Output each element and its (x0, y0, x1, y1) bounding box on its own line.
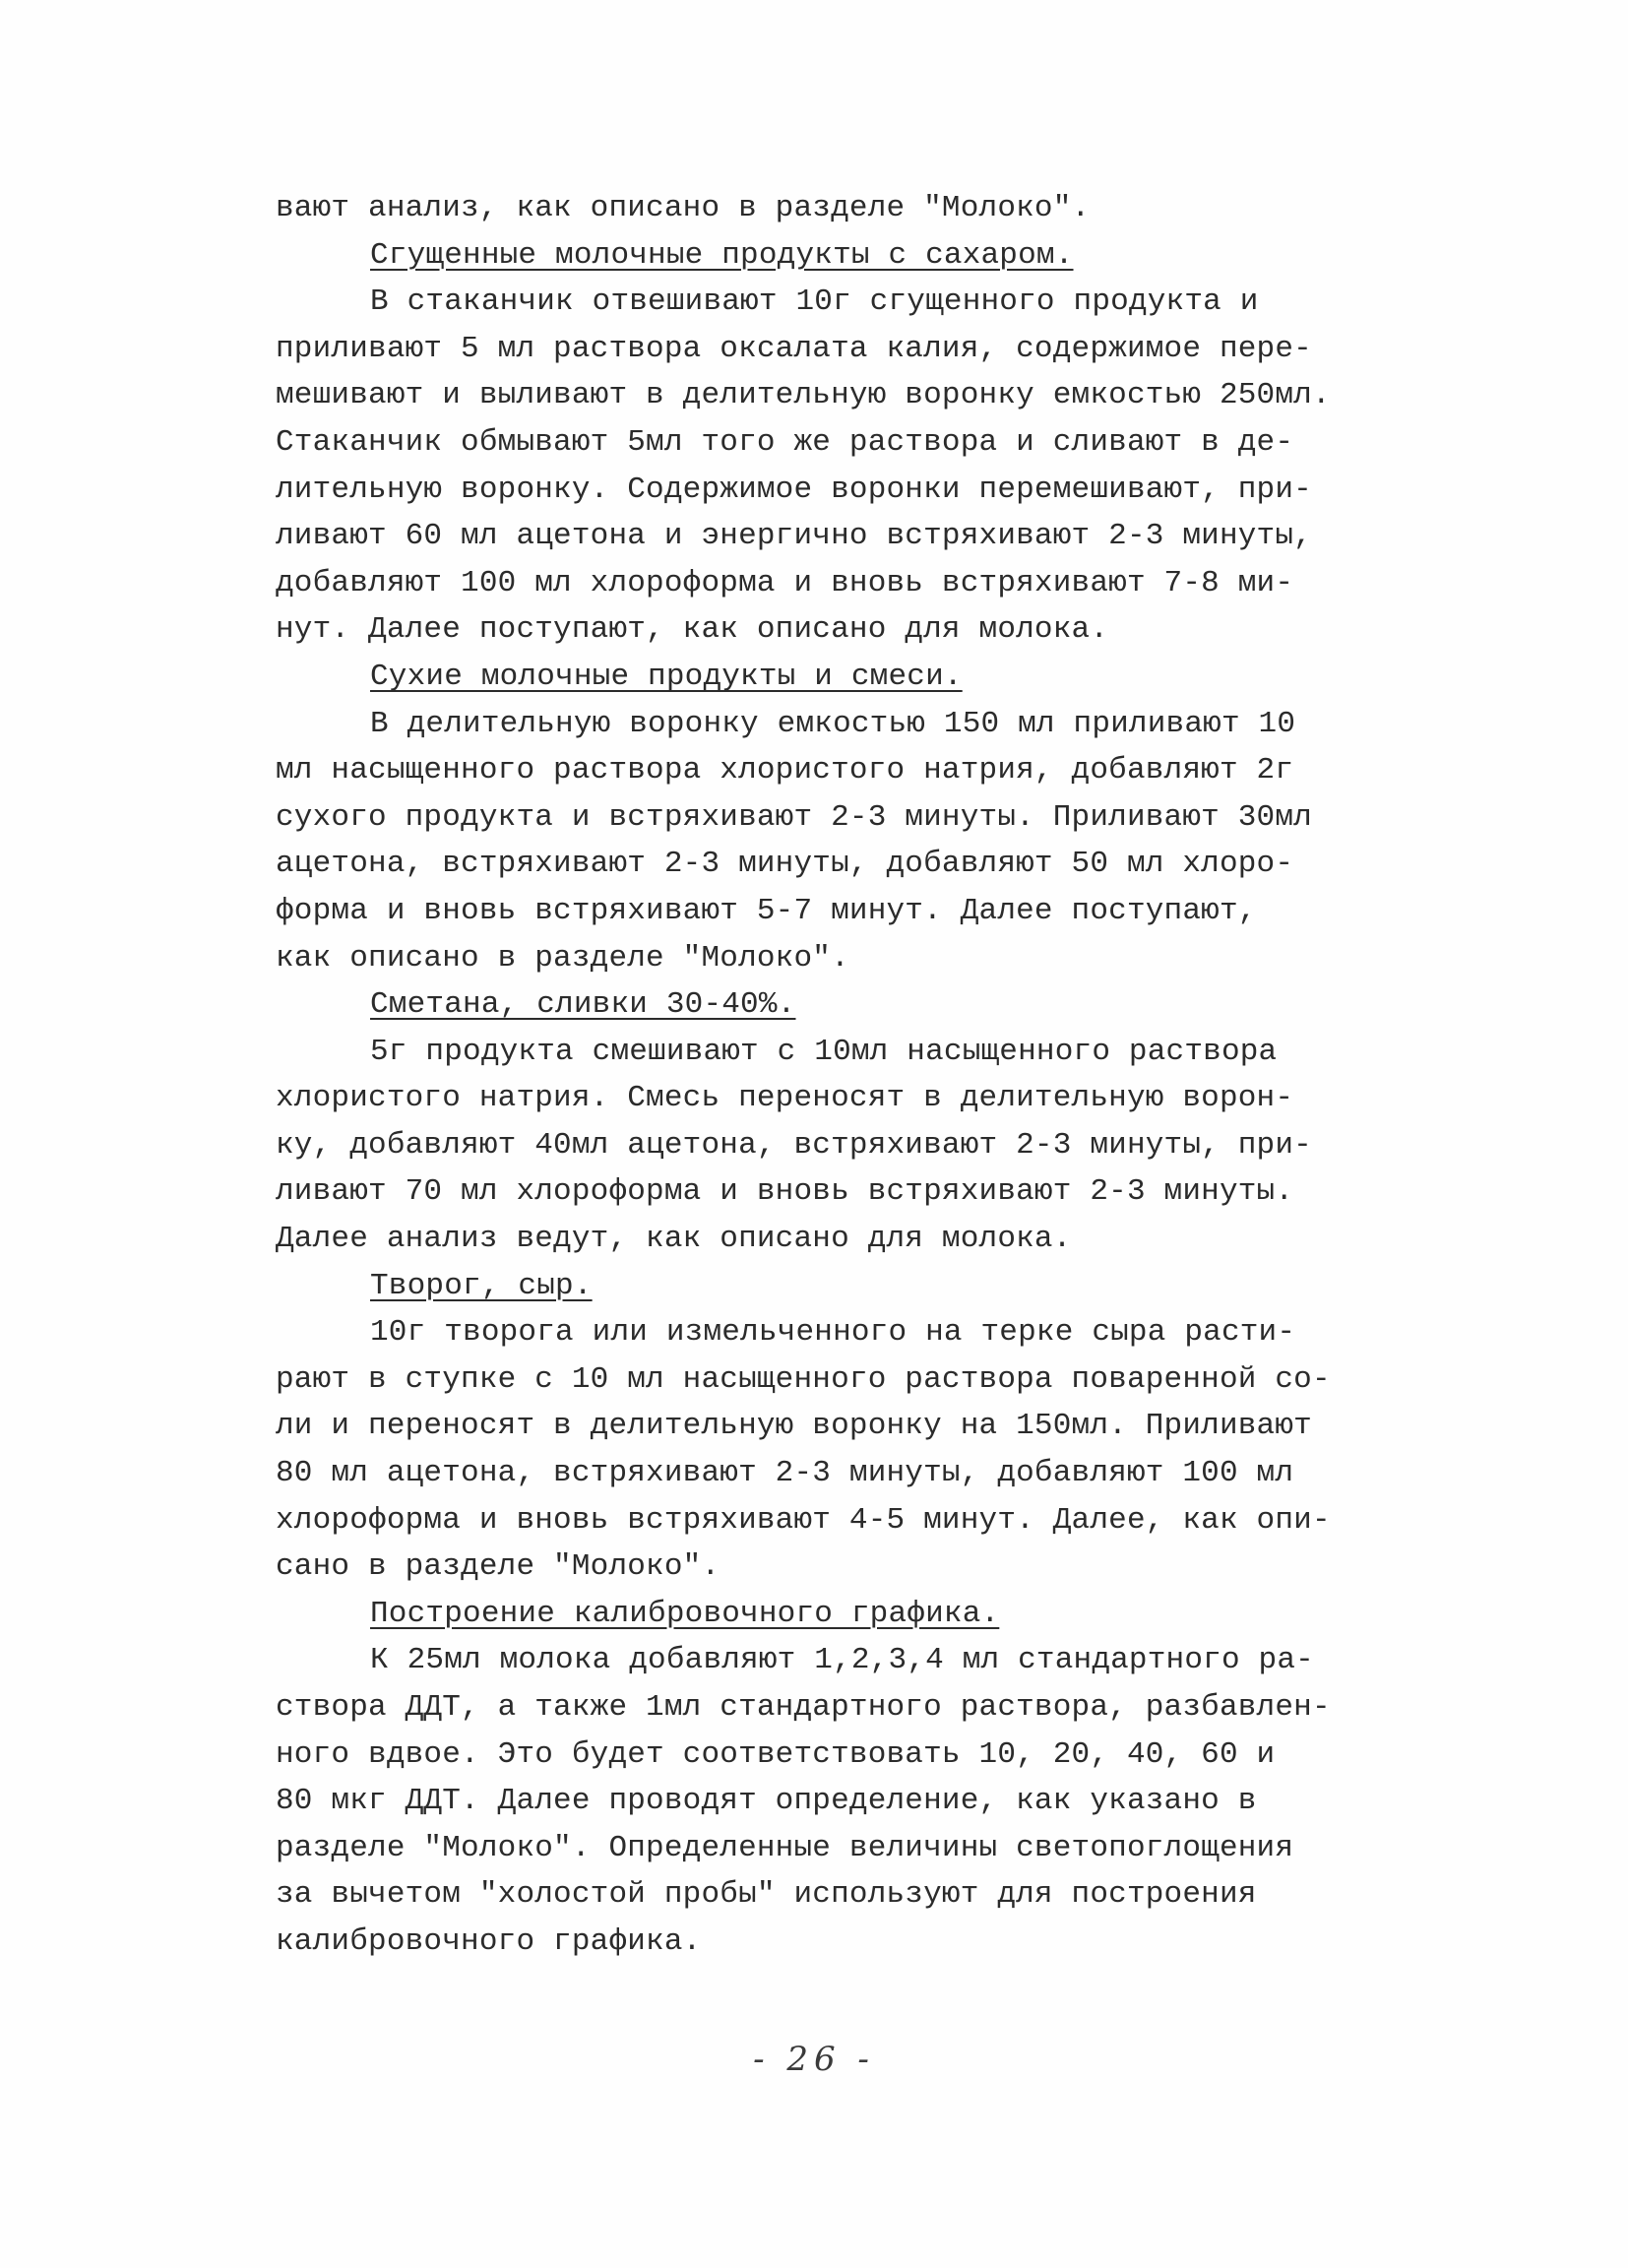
section-heading-cottage-cheese: Творог, сыр. (370, 1268, 593, 1303)
text-line: добавляют 100 мл хлороформа и вновь встряхивают 7-8 ми- (276, 565, 1294, 600)
text-line: ли и переносят в делительную воронку на 150мл. Приливают (276, 1409, 1312, 1444)
text-line: В стаканчик отвешивают 10г сгущенного продукта и (370, 284, 1259, 320)
text-line: 5г продукта смешивают с 10мл насыщенного раствора (370, 1034, 1278, 1069)
text-line: нут. Далее поступают, как описано для молока. (276, 612, 1109, 648)
text-line: мл насыщенного раствора хлористого натрия, добавляют 2г (276, 753, 1294, 788)
text-line: хлороформа и вновь встряхивают 4-5 минут. Далее, как опи- (276, 1502, 1331, 1538)
section-heading-condensed-milk: Сгущенные молочные продукты с сахаром. (370, 237, 1074, 273)
text-line: ливают 70 мл хлороформа и вновь встряхивают 2-3 минуты. (276, 1174, 1294, 1210)
section-heading-dry-milk: Сухие молочные продукты и смеси. (370, 659, 963, 694)
text-line: 80 мкг ДДТ. Далее проводят определение, как указано в (276, 1784, 1257, 1819)
text-line: как описано в разделе "Молоко". (276, 940, 849, 976)
section-heading-sour-cream: Сметана, сливки 30-40%. (370, 987, 796, 1023)
section-heading-calibration: Построение калибровочного графика. (370, 1596, 1000, 1631)
text-line: за вычетом "холостой пробы" используют для построения (276, 1877, 1257, 1913)
text-line: мешивают и выливают в делительную воронку емкостью 250мл. (276, 378, 1331, 413)
text-line: сухого продукта и встряхивают 2-3 минуты. Приливают 30мл (276, 799, 1312, 835)
text-line: калибровочного графика. (276, 1923, 702, 1959)
text-line: ацетона, встряхивают 2-3 минуты, добавляют 50 мл хлоро- (276, 847, 1294, 882)
text-line: Стаканчик обмывают 5мл того же раствора и сливают в де- (276, 424, 1294, 460)
text-line: форма и вновь встряхивают 5-7 минут. Далее поступают, (276, 893, 1257, 928)
text-line: 10г творога или измельченного на терке сыра расти- (370, 1315, 1296, 1351)
text-line: ливают 60 мл ацетона и энергично встряхивают 2-3 минуты, (276, 519, 1312, 554)
text-line: К 25мл молока добавляют 1,2,3,4 мл стандартного ра- (370, 1643, 1314, 1678)
text-line: разделе "Молоко". Определенные величины светопоглощения (276, 1830, 1294, 1865)
text-line: створа ДДТ, а также 1мл стандартного раствора, разбавлен- (276, 1690, 1331, 1725)
text-line: В делительную воронку емкостью 150 мл приливают 10 (370, 706, 1296, 741)
text-line: лительную воронку. Содержимое воронки перемешивают, при- (276, 472, 1312, 507)
text-line: Далее анализ ведут, как описано для молока. (276, 1222, 1072, 1257)
text-line: приливают 5 мл раствора оксалата калия, содержимое пере- (276, 331, 1312, 366)
text-line: вают анализ, как описано в разделе "Молоко". (276, 191, 1091, 225)
text-line: сано в разделе "Молоко". (276, 1549, 720, 1585)
body-text (276, 185, 1378, 1966)
text-line: 80 мл ацетона, встряхивают 2-3 минуты, добавляют 100 мл (276, 1456, 1294, 1491)
text-line: рают в ступке с 10 мл насыщенного раствора поваренной со- (276, 1361, 1331, 1397)
text-line: ку, добавляют 40мл ацетона, встряхивают 2-3 минуты, при- (276, 1127, 1312, 1163)
text-line: хлористого натрия. Смесь переносят в делительную ворон- (276, 1081, 1294, 1116)
text-line: ного вдвое. Это будет соответствовать 10, 20, 40, 60 и (276, 1736, 1276, 1772)
page-number: - 26 - (753, 2040, 875, 2079)
